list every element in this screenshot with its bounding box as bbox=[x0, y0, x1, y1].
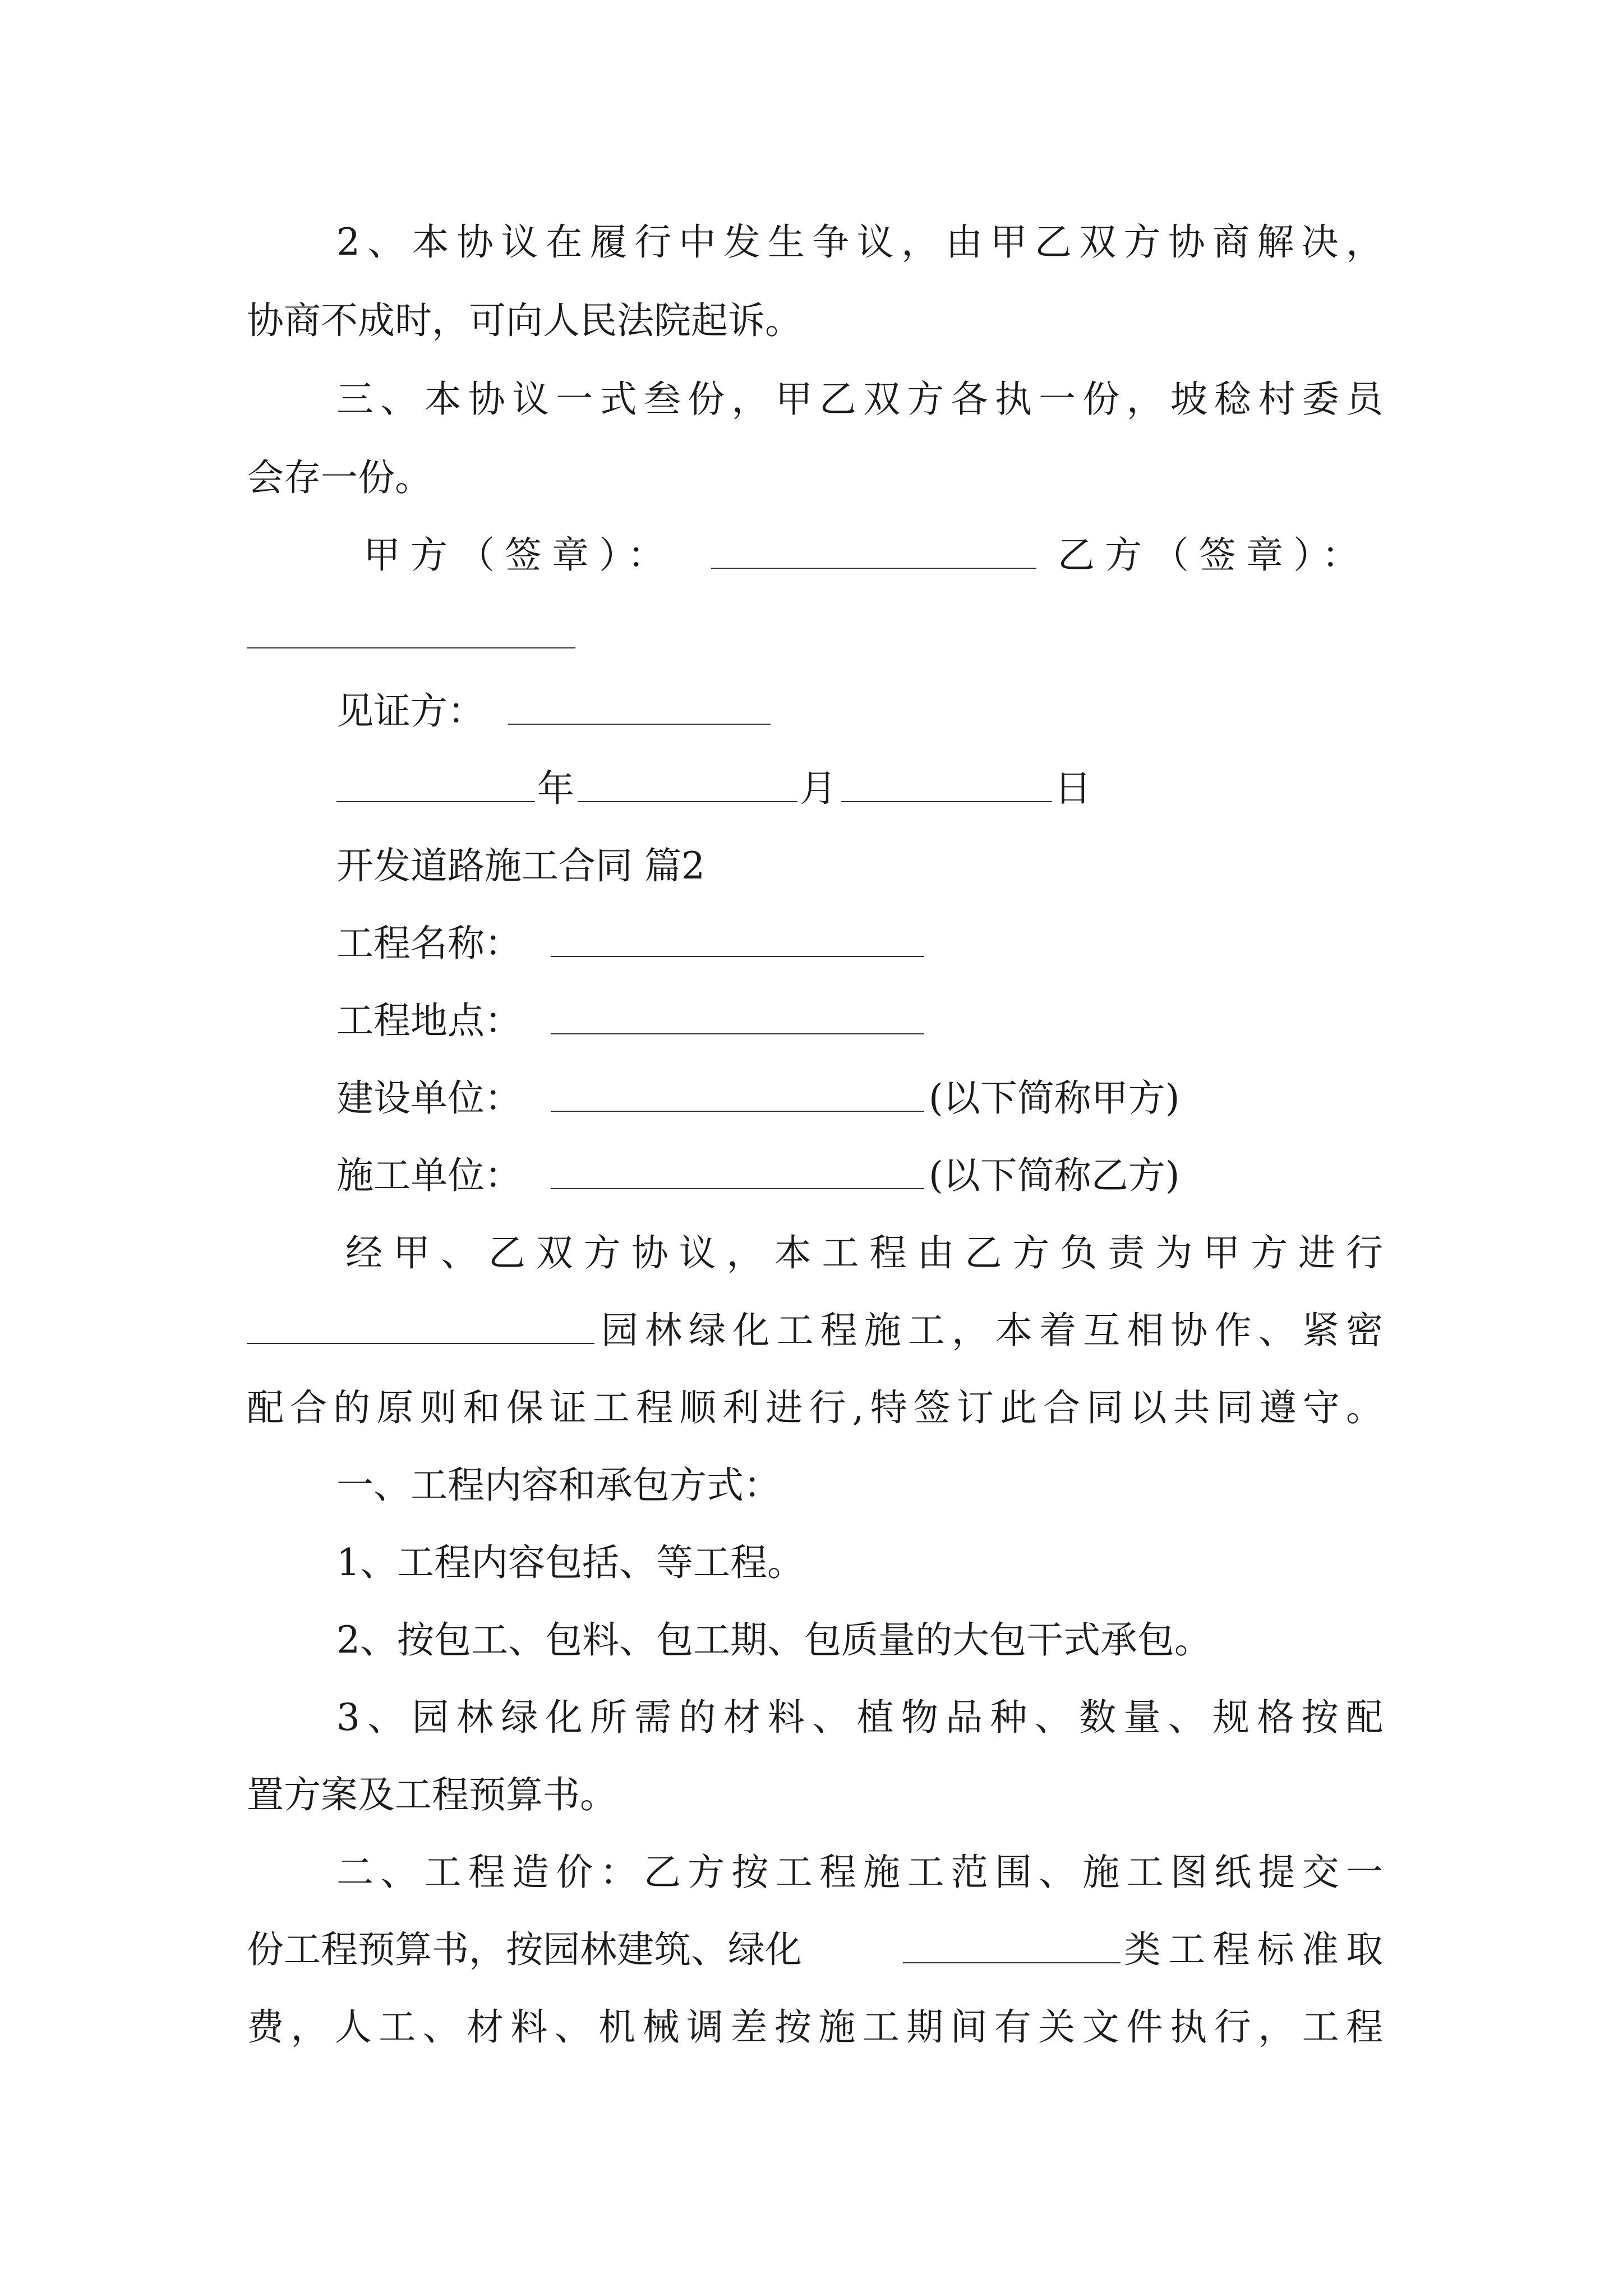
witness-blank bbox=[508, 689, 771, 734]
article2-blank bbox=[903, 1927, 1121, 1972]
intro-blank bbox=[247, 1308, 594, 1353]
intro-line2: 园林绿化工程施工，本着互相协作、紧密 bbox=[601, 1309, 1383, 1352]
article1-item3-line2: 置方案及工程预算书。 bbox=[247, 1773, 617, 1816]
date-year-label: 年 bbox=[537, 767, 574, 810]
contractor-unit-label: 施工单位： bbox=[336, 1154, 522, 1197]
intro-line3: 配合的原则和保证工程顺利进行,特签订此合同以共同遵守。 bbox=[247, 1386, 1383, 1429]
article1-item2: 2、按包工、包料、包工期、包质量的大包干式承包。 bbox=[336, 1618, 1211, 1662]
project-name-blank bbox=[551, 921, 924, 966]
paragraph-copies-line2: 会存一份。 bbox=[247, 456, 432, 499]
date-day-blank bbox=[841, 766, 1052, 811]
paragraph-dispute-line1: 2、本协议在履行中发生争议，由甲乙双方协商解决， bbox=[336, 220, 1383, 264]
signature-party-b-label: 乙方（签章）： bbox=[1058, 533, 1369, 577]
article2-line2-end: 类工程标准取 bbox=[1124, 1928, 1383, 1971]
builder-unit-blank bbox=[551, 1076, 924, 1121]
article2-line3: 费，人工、材料、机械调差按施工期间有关文件执行，工程 bbox=[247, 2005, 1383, 2049]
intro-line1: 经甲、乙双方协议，本工程由乙方负责为甲方进行 bbox=[345, 1231, 1383, 1274]
builder-unit-note: (以下简称甲方) bbox=[929, 1076, 1180, 1120]
date-month-blank bbox=[578, 766, 797, 811]
paragraph-copies-line1: 三、本协议一式叁份，甲乙双方各执一份，坡稔村委员 bbox=[336, 378, 1383, 421]
signature-party-b-blank bbox=[247, 613, 575, 657]
date-day-label: 日 bbox=[1054, 767, 1091, 810]
article2-line1: 二、工程造价：乙方按工程施工范围、施工图纸提交一 bbox=[336, 1851, 1383, 1894]
section-title: 开发道路施工合同 篇2 bbox=[336, 844, 705, 887]
witness-label: 见证方： bbox=[336, 689, 485, 733]
paragraph-dispute-line2: 协商不成时，可向人民法院起诉。 bbox=[247, 299, 802, 342]
project-location-blank bbox=[551, 999, 924, 1043]
contractor-unit-blank bbox=[551, 1153, 924, 1198]
signature-party-a-label: 甲方（签章）： bbox=[363, 533, 675, 577]
contractor-unit-note: (以下简称乙方) bbox=[929, 1154, 1180, 1197]
article1-item3-line1: 3、园林绿化所需的材料、植物品种、数量、规格按配 bbox=[336, 1696, 1383, 1739]
project-name-label: 工程名称： bbox=[336, 922, 522, 965]
date-year-blank bbox=[336, 766, 535, 811]
date-month-label: 月 bbox=[800, 767, 837, 810]
project-location-label: 工程地点： bbox=[336, 999, 522, 1042]
builder-unit-label: 建设单位： bbox=[336, 1076, 522, 1120]
article1-item1: 1、工程内容包括、等工程。 bbox=[336, 1541, 804, 1584]
signature-party-a-blank bbox=[711, 533, 1036, 578]
article2-line2-start: 份工程预算书，按园林建筑、绿化 bbox=[247, 1928, 802, 1971]
article1-title: 一、工程内容和承包方式： bbox=[336, 1464, 781, 1507]
